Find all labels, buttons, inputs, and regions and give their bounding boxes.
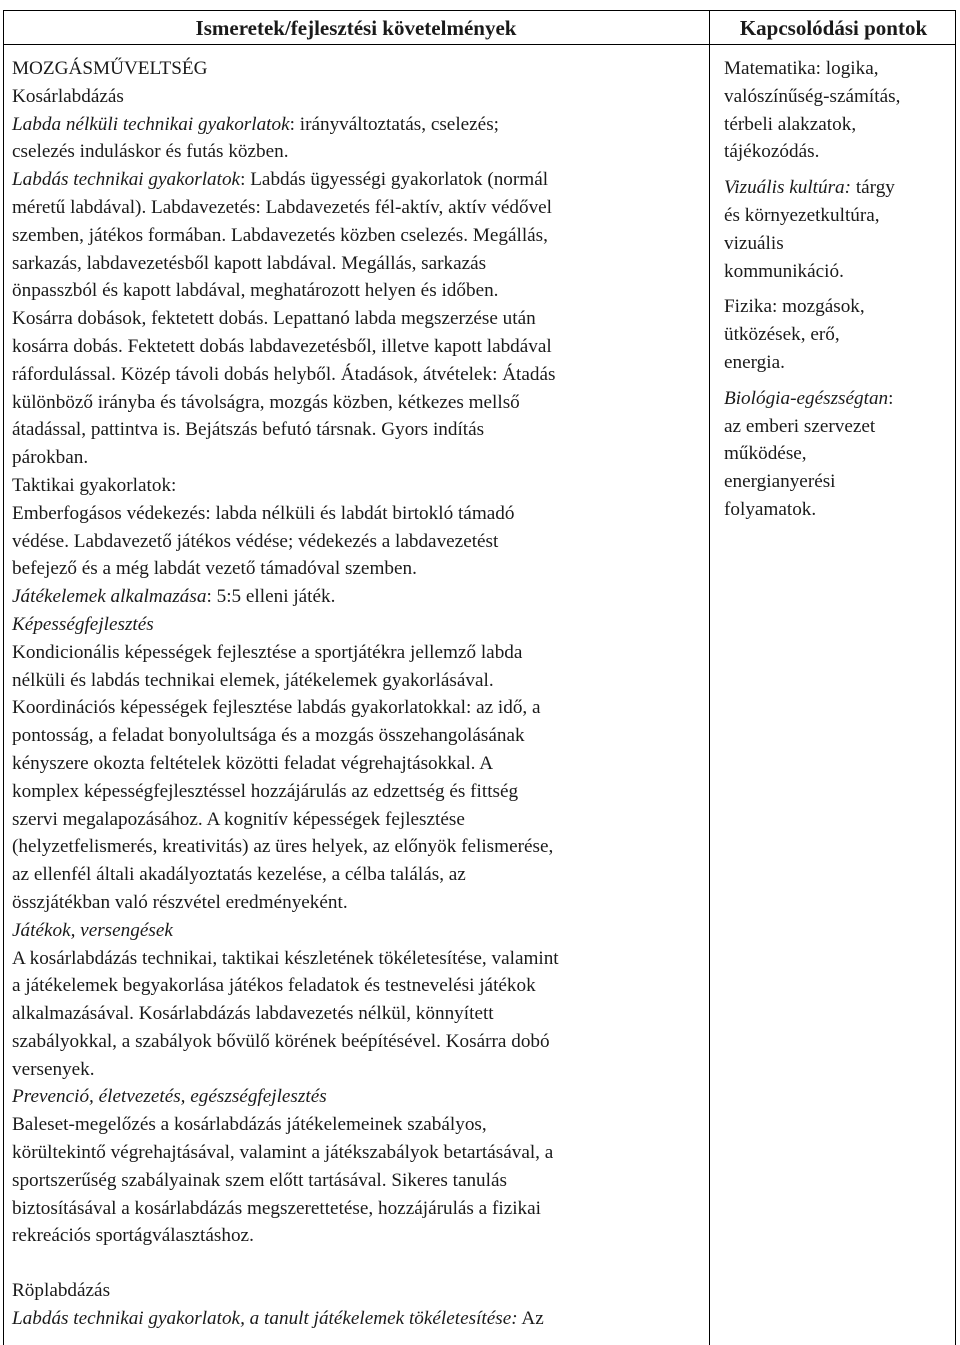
requirements-line — [12, 83, 708, 111]
requirements-line — [12, 639, 708, 667]
text-run: szervi megalapozásához. A kognitív képességek fejlesztése — [12, 808, 465, 830]
requirements-line — [12, 750, 708, 778]
text-run: energia. — [724, 351, 785, 373]
column-divider — [709, 10, 710, 1345]
italic-text: Játékok, versengések — [12, 919, 173, 941]
text-run: : irányváltoztatás, cselezés; — [289, 113, 499, 135]
text-run: önpasszból és kapott labdával, meghatározott helyen és időben. — [12, 280, 499, 302]
text-run: átadással, pattintva is. Bejátszás befutó társnak. Gyors indítás — [12, 419, 485, 441]
block-spacer — [724, 166, 950, 174]
requirements-line — [12, 611, 708, 639]
text-run: védése. Labdavezető játékos védése; védekezés a labdavezetést — [12, 530, 499, 552]
text-run: Taktikai gyakorlatok: — [12, 474, 177, 496]
block-spacer — [724, 377, 950, 385]
requirements-line — [12, 1277, 708, 1305]
connection-line — [724, 83, 950, 111]
italic-text: Képességfejlesztés — [12, 613, 154, 635]
connection-line — [724, 413, 950, 441]
requirements-line — [12, 1167, 708, 1195]
requirements-line — [12, 277, 708, 305]
requirements-column — [12, 55, 708, 1333]
connection-line — [724, 496, 950, 524]
text-run: párokban. — [12, 447, 89, 469]
italic-text: Biológia-egészségtan — [724, 387, 889, 409]
text-run: : — [888, 387, 894, 409]
text-run: nélküli és labdás technikai elemek, játékelemek gyakorlásával. — [12, 669, 494, 691]
italic-text: Labda nélküli technikai gyakorlatok — [12, 113, 290, 135]
text-run: összjátékban való részvétel eredményeként. — [12, 891, 348, 913]
text-run: szemben, játékos formában. Labdavezetés közben cselezés. Megállás, — [12, 224, 548, 246]
connection-line — [724, 468, 950, 496]
text-run: térbeli alakzatok, — [724, 113, 857, 135]
text-run: Emberfogásos védekezés: labda nélküli és labdát birtokló támadó — [12, 502, 515, 524]
requirements-line — [12, 806, 708, 834]
text-run: vizuális — [724, 232, 784, 254]
requirements-line — [12, 250, 708, 278]
connection-line — [724, 230, 950, 258]
requirements-line — [12, 305, 708, 333]
text-run: befejező és a még labdát vezető támadóval szemben. — [12, 558, 417, 580]
text-run: pontosság, a feladat bonyolultsága és a mozgás összehangolásának — [12, 725, 525, 747]
requirements-line — [12, 972, 708, 1000]
requirements-line — [12, 583, 708, 611]
requirements-line — [12, 917, 708, 945]
header-rule — [3, 44, 956, 45]
text-run: tájékozódás. — [724, 141, 820, 163]
connection-line — [724, 202, 950, 230]
text-run: (helyzetfelismerés, kreativitás) az üres helyek, az előnyök felismerése, — [12, 836, 554, 858]
requirements-line — [12, 55, 708, 83]
requirements-line — [12, 528, 708, 556]
requirements-line — [12, 472, 708, 500]
text-run: versenyek. — [12, 1058, 95, 1080]
text-run: tárgy — [851, 177, 895, 199]
requirements-line — [12, 416, 708, 444]
requirements-line — [12, 555, 708, 583]
connection-line — [724, 111, 950, 139]
text-run: energianyerési — [724, 471, 836, 493]
requirements-line — [12, 667, 708, 695]
text-run: MOZGÁSMŰVELTSÉG — [12, 58, 208, 79]
italic-text: Labdás technikai gyakorlatok — [12, 169, 241, 191]
requirements-line — [12, 694, 708, 722]
requirements-line — [12, 889, 708, 917]
requirements-line — [12, 833, 708, 861]
connection-line — [724, 293, 950, 321]
connection-line — [724, 440, 950, 468]
text-run: : Labdás ügyességi gyakorlatok (normál — [240, 169, 549, 191]
text-run: az ellenfél általi akadályoztatás kezelése, a célba találás, az — [12, 864, 466, 886]
text-run: valószínűség-számítás, — [724, 85, 901, 107]
connection-line — [724, 138, 950, 166]
requirements-line — [12, 722, 708, 750]
blank-line — [12, 1250, 708, 1277]
text-run: és környezetkultúra, — [724, 204, 880, 226]
connection-line — [724, 258, 950, 286]
requirements-line — [12, 1000, 708, 1028]
text-run: biztosításával a kosárlabdázás megszerettetése, hozzájárulás a fizikai — [12, 1197, 541, 1219]
text-run: Koordinációs képességek fejlesztése labdás gyakorlatokkal: az idő, a — [12, 697, 541, 719]
italic-text: Vizuális kultúra: — [724, 177, 852, 199]
header-connections: Kapcsolódási pontok — [739, 16, 928, 40]
connection-line — [724, 349, 950, 377]
requirements-line — [12, 389, 708, 417]
requirements-line — [12, 444, 708, 472]
connections-column — [724, 55, 950, 524]
requirements-line — [12, 1195, 708, 1223]
text-run: sportszerűség szabályainak szem előtt tartásával. Sikeres tanulás — [12, 1169, 507, 1191]
block-spacer — [724, 285, 950, 293]
text-run: működése, — [724, 443, 807, 465]
connection-block — [724, 55, 950, 166]
requirements-line — [12, 778, 708, 806]
requirements-line — [12, 361, 708, 389]
requirements-line — [12, 333, 708, 361]
text-run: Fizika: mozgások, — [724, 296, 865, 318]
text-run: Röplabdázás — [12, 1280, 111, 1302]
requirements-line — [12, 1111, 708, 1139]
header-requirements: Ismeretek/fejlesztési követelmények — [195, 16, 517, 40]
text-run: cselezés induláskor és futás közben. — [12, 141, 289, 163]
text-run: folyamatok. — [724, 498, 817, 520]
requirements-line — [12, 138, 708, 166]
connection-line — [724, 55, 950, 83]
requirements-line — [12, 1028, 708, 1056]
requirements-line — [12, 194, 708, 222]
connection-line — [724, 321, 950, 349]
requirements-line — [12, 1139, 708, 1167]
connection-block — [724, 385, 950, 524]
text-run: Kosárra dobások, fektetett dobás. Lepattanó labda megszerzése után — [12, 308, 536, 330]
text-run: méretű labdával). Labdavezetés: Labdavezetés fél-aktív, aktív védővel — [12, 196, 553, 218]
text-run: kosárra dobás. Fektetett dobás labdavezetésből, illetve kapott labdával — [12, 335, 552, 357]
text-run: : 5:5 elleni játék. — [206, 586, 336, 608]
requirements-line — [12, 222, 708, 250]
requirements-line — [12, 500, 708, 528]
requirements-line — [12, 945, 708, 973]
text-run: a játékelemek begyakorlása játékos feladatok és testnevelési játékok — [12, 975, 536, 997]
text-run: Kondicionális képességek fejlesztése a sportjátékra jellemző labda — [12, 641, 523, 663]
text-run: különböző irányba és távolságra, mozgás közben, kétkezes mellső — [12, 391, 520, 413]
connection-block — [724, 174, 950, 285]
connection-line — [724, 385, 950, 413]
connection-block — [724, 293, 950, 376]
text-run: az emberi szervezet — [724, 415, 876, 437]
text-run: Kosárlabdázás — [12, 85, 124, 107]
requirements-line — [12, 166, 708, 194]
text-run: Az — [517, 1308, 544, 1330]
text-run: alkalmazásával. Kosárlabdázás labdavezetés nélkül, könnyített — [12, 1003, 494, 1025]
text-run: sarkazás, labdavezetésből kapott labdával. Megállás, sarkazás — [12, 252, 487, 274]
italic-text: Labdás technikai gyakorlatok, a tanult játékelemek tökéletesítése: — [12, 1308, 518, 1330]
text-run: szabályokkal, a szabályok bővülő körének beépítésével. Kosárra dobó — [12, 1030, 550, 1052]
text-run: kényszere okozta feltételek közötti feladat végrehajtásokkal. A — [12, 752, 494, 774]
requirements-line — [12, 1305, 708, 1333]
requirements-line — [12, 1083, 708, 1111]
requirements-line — [12, 861, 708, 889]
requirements-line — [12, 111, 708, 139]
text-run: rekreációs sportágválasztáshoz. — [12, 1225, 254, 1247]
text-run: kommunikáció. — [724, 260, 844, 282]
text-run: ráfordulással. Közép távoli dobás helyből. Átadások, átvételek: Átadás — [12, 363, 556, 385]
italic-text: Prevenció, életvezetés, egészségfejlesztés — [12, 1086, 327, 1108]
requirements-line — [12, 1056, 708, 1084]
italic-text: Játékelemek alkalmazása — [12, 586, 207, 608]
text-run: Baleset-megelőzés a kosárlabdázás játékelemeinek szabályos, — [12, 1114, 487, 1136]
text-run: A kosárlabdázás technikai, taktikai készletének tökéletesítése, valamint — [12, 947, 559, 969]
text-run: komplex képességfejlesztéssel hozzájárulás az edzettség és fittség — [12, 780, 519, 802]
text-run: körültekintő végrehajtásával, valamint a játékszabályok betartásával, a — [12, 1142, 554, 1164]
connection-line — [724, 174, 950, 202]
requirements-line — [12, 1222, 708, 1250]
text-run: ütközések, erő, — [724, 324, 840, 346]
text-run: Matematika: logika, — [724, 58, 879, 79]
